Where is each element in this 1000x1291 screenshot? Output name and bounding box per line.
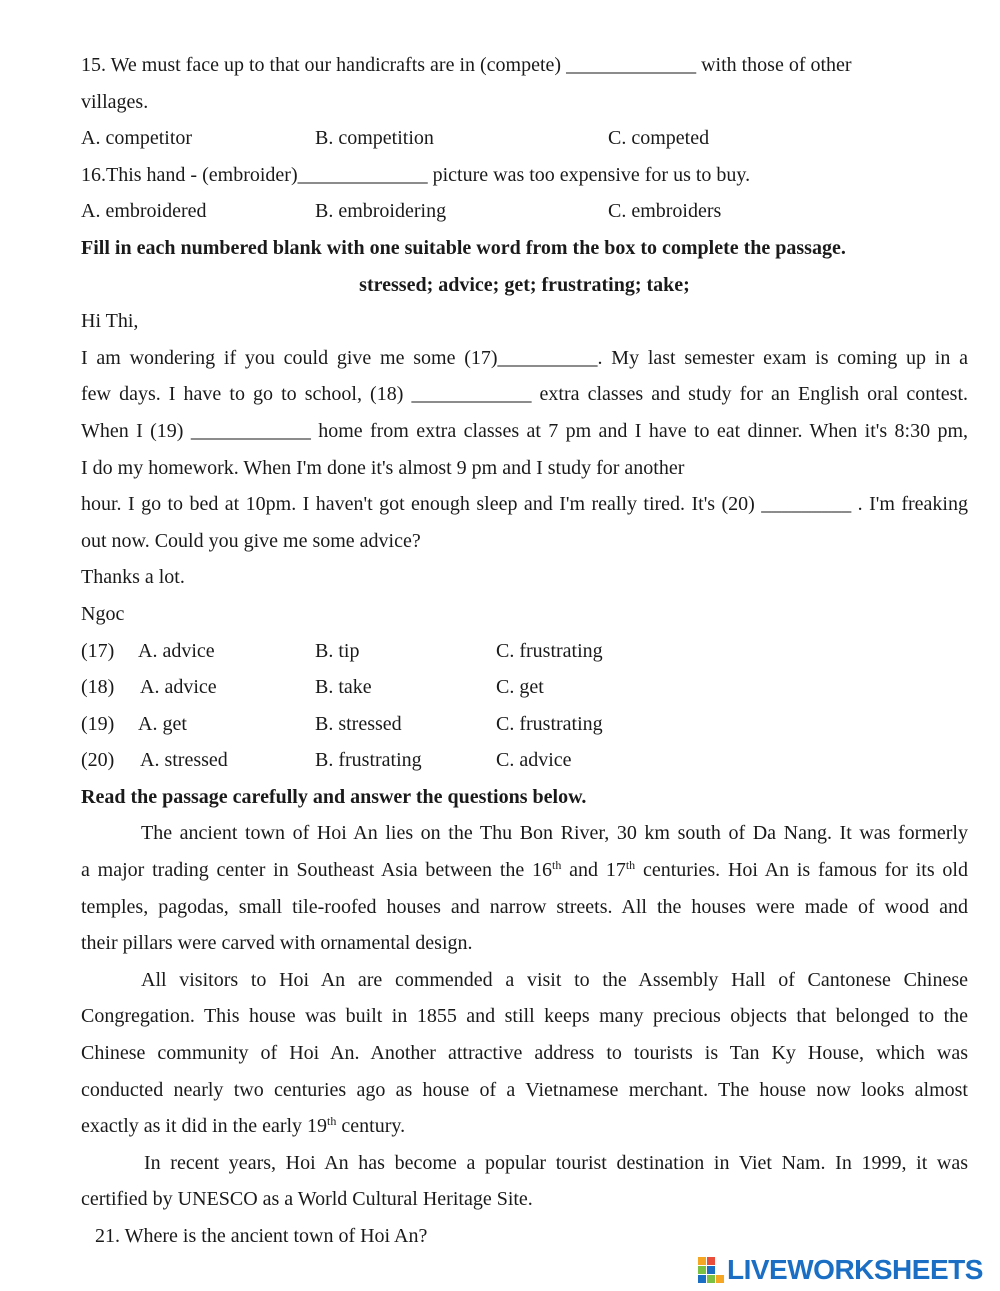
choice-row — [81, 706, 968, 743]
letter-line: out now. Could you give me some advice? — [81, 529, 421, 552]
choice-number: (17) — [81, 639, 115, 662]
superscript: th — [552, 858, 562, 873]
letter-signature: Ngoc — [81, 602, 125, 625]
passage-text: exactly as it did in the early 19 — [81, 1115, 328, 1138]
choice-number: (20) — [81, 749, 115, 772]
q16-option-c: C. embroiders — [608, 200, 722, 223]
reading-instruction: Read the passage carefully and answer the questions below. — [81, 785, 587, 808]
passage-line: temples, pagodas, small tile-roofed houses and narrow streets. All the houses were made of wood and — [81, 895, 968, 918]
choice-option-a: A. advice — [140, 676, 217, 699]
q15-text: 15. We must face up to that our handicrafts are in (compete) _____________ with those of other — [81, 54, 852, 76]
passage-text: and 17 — [561, 859, 626, 882]
choice-option-b: B. tip — [315, 639, 360, 662]
letter-line: I am wondering if you could give me some (17)__________. My last semester exam is coming up in a — [81, 346, 968, 369]
watermark-text: LIVEWORKSHEETS — [727, 1254, 983, 1285]
choice-number: (18) — [81, 676, 115, 699]
choice-row — [81, 742, 968, 779]
letter-line: When I (19) ____________ home from extra classes at 7 pm and I have to eat dinner. When it's 8:30 pm, — [81, 419, 968, 442]
choice-option-b: B. stressed — [315, 712, 402, 735]
passage-line: Chinese community of Hoi An. Another attractive address to tourists is Tan Ky House, which was — [81, 1042, 968, 1065]
letter-greeting: Hi Thi, — [81, 310, 139, 333]
choice-option-b: B. frustrating — [315, 749, 422, 772]
choice-option-c: C. advice — [496, 749, 572, 772]
question-21: 21. Where is the ancient town of Hoi An? — [95, 1225, 428, 1247]
word-box: stressed; advice; get; frustrating; take; — [359, 273, 690, 296]
q16-option-a: A. embroidered — [81, 200, 207, 223]
choice-option-c: C. get — [496, 676, 544, 699]
passage-text: a major trading center in Southeast Asia between the 16 — [81, 859, 553, 882]
superscript: th — [327, 1114, 337, 1129]
q15-option-c: C. competed — [608, 127, 710, 150]
passage-line: conducted nearly two centuries ago as house of a Vietnamese merchant. The house now looks almost — [81, 1078, 968, 1101]
passage-line — [81, 1108, 968, 1145]
choice-option-a: A. get — [138, 712, 187, 735]
superscript: th — [625, 858, 636, 873]
passage-line: Congregation. This house was built in 1855 and still keeps many precious objects that belonged to the — [81, 1005, 968, 1028]
liveworksheets-logo-icon — [698, 1257, 724, 1283]
letter-closing: Thanks a lot. — [81, 566, 185, 589]
letter-line: few days. I have to go to school, (18) ____________ extra classes and study for an English oral contest. — [81, 383, 968, 406]
choice-row — [81, 669, 968, 706]
fill-instruction: Fill in each numbered blank with one suitable word from the box to complete the passage. — [81, 236, 846, 259]
passage-line: their pillars were carved with ornamental design. — [81, 932, 473, 955]
passage-line: In recent years, Hoi An has become a popular tourist destination in Viet Nam. In 1999, it was — [144, 1151, 968, 1174]
liveworksheets-watermark — [698, 1254, 983, 1286]
letter-line: hour. I go to bed at 10pm. I haven't got enough sleep and I'm really tired. It's (20) _________ . I'm freaking — [81, 493, 968, 516]
passage-line — [81, 852, 968, 889]
passage-text: centuries. Hoi An is famous for its old — [635, 859, 968, 882]
q16-option-b: B. embroidering — [315, 200, 447, 223]
passage-line: The ancient town of Hoi An lies on the Thu Bon River, 30 km south of Da Nang. It was formerly — [141, 822, 968, 845]
choice-option-c: C. frustrating — [496, 712, 603, 735]
q15-text-cont: villages. — [81, 90, 149, 113]
choice-number: (19) — [81, 712, 115, 735]
q16-text: 16.This hand - (embroider)_____________ picture was too expensive for us to buy. — [81, 163, 751, 186]
choice-option-a: A. advice — [138, 639, 215, 662]
letter-line: I do my homework. When I'm done it's almost 9 pm and I study for another — [81, 456, 685, 479]
q15-options — [81, 120, 968, 157]
choice-option-b: B. take — [315, 676, 372, 699]
q15-option-a: A. competitor — [81, 127, 193, 150]
choice-option-c: C. frustrating — [496, 639, 603, 662]
passage-line: All visitors to Hoi An are commended a visit to the Assembly Hall of Cantonese Chinese — [141, 968, 968, 991]
passage-text: century. — [336, 1115, 406, 1138]
choice-option-a: A. stressed — [140, 749, 228, 772]
q16-options — [81, 193, 968, 230]
worksheet-page — [81, 47, 968, 1255]
passage-line: certified by UNESCO as a World Cultural Heritage Site. — [81, 1188, 533, 1211]
choice-row — [81, 633, 968, 670]
q15-option-b: B. competition — [315, 127, 434, 150]
